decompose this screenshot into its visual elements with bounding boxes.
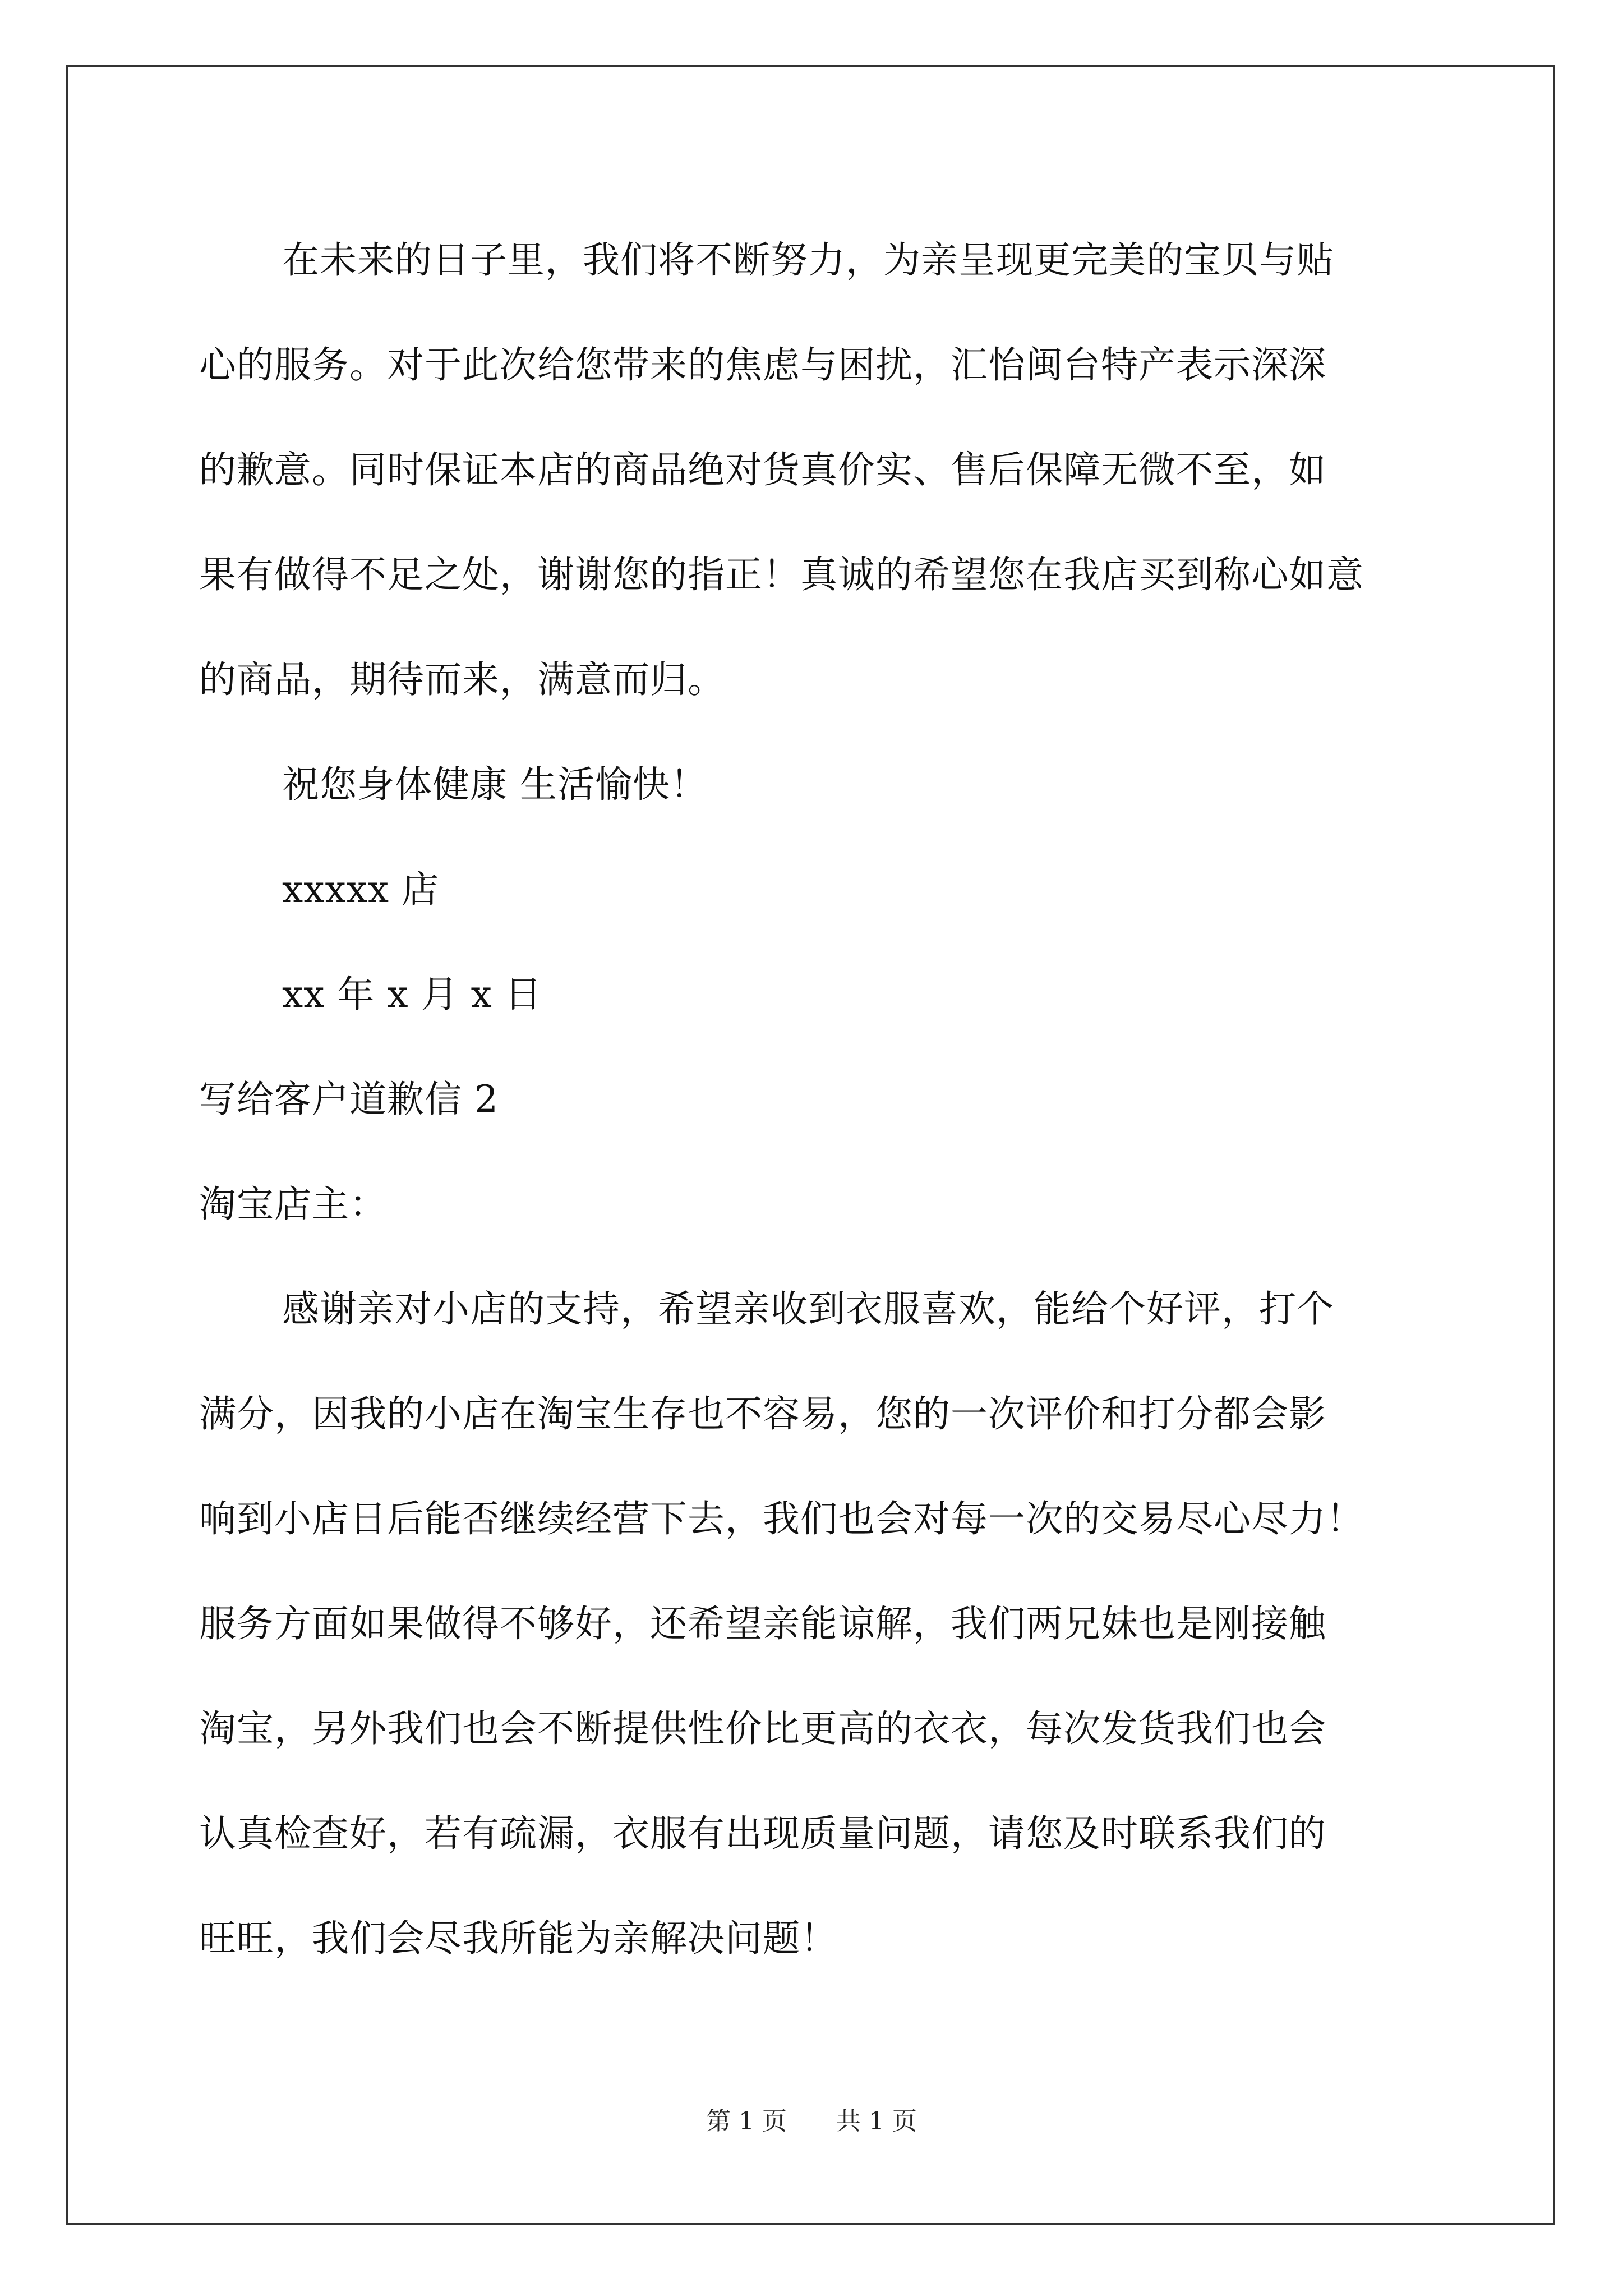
paragraph-line: 的歉意。同时保证本店的商品绝对货真价实、售后保障无微不至，如 [199, 448, 1326, 491]
page-total: 共 1 页 [836, 2107, 917, 2136]
paragraph-line: 淘宝，另外我们也会不断提供性价比更高的衣衣，每次发货我们也会 [199, 1707, 1326, 1750]
paragraph-line: 果有做得不足之处，谢谢您的指正！真诚的希望您在我店买到称心如意 [199, 553, 1364, 596]
paragraph-line: 服务方面如果做得不够好，还希望亲能谅解，我们两兄妹也是刚接触 [199, 1602, 1326, 1645]
signature-store: xxxxx 店 [282, 868, 440, 911]
closing-wish: 祝您身体健康 生活愉快！ [282, 763, 708, 806]
salutation: 淘宝店主： [199, 1182, 387, 1226]
paragraph-line: 在未来的日子里，我们将不断努力，为亲呈现更完美的宝贝与贴 [282, 238, 1334, 282]
paragraph-line: 旺旺，我们会尽我所能为亲解决问题！ [199, 1917, 838, 1960]
document-body [199, 208, 1433, 1991]
section-title: 写给客户道歉信 2 [199, 1078, 499, 1121]
paragraph-line: 认真检查好，若有疏漏，衣服有出现质量问题，请您及时联系我们的 [199, 1812, 1326, 1855]
paragraph-line: 的商品，期待而来，满意而归。 [199, 658, 725, 701]
signature-date: xx 年 x 月 x 日 [282, 973, 542, 1016]
paragraph-line: 感谢亲对小店的支持，希望亲收到衣服喜欢，能给个好评，打个 [282, 1287, 1334, 1331]
page-footer [0, 2105, 1623, 2138]
paragraph-line: 满分，因我的小店在淘宝生存也不容易，您的一次评价和打分都会影 [199, 1392, 1326, 1435]
paragraph-line: 心的服务。对于此次给您带来的焦虑与困扰，汇怡闽台特产表示深深 [199, 343, 1326, 386]
page-number: 第 1 页 [706, 2107, 787, 2136]
paragraph-line: 响到小店日后能否继续经营下去，我们也会对每一次的交易尽心尽力！ [199, 1497, 1364, 1540]
